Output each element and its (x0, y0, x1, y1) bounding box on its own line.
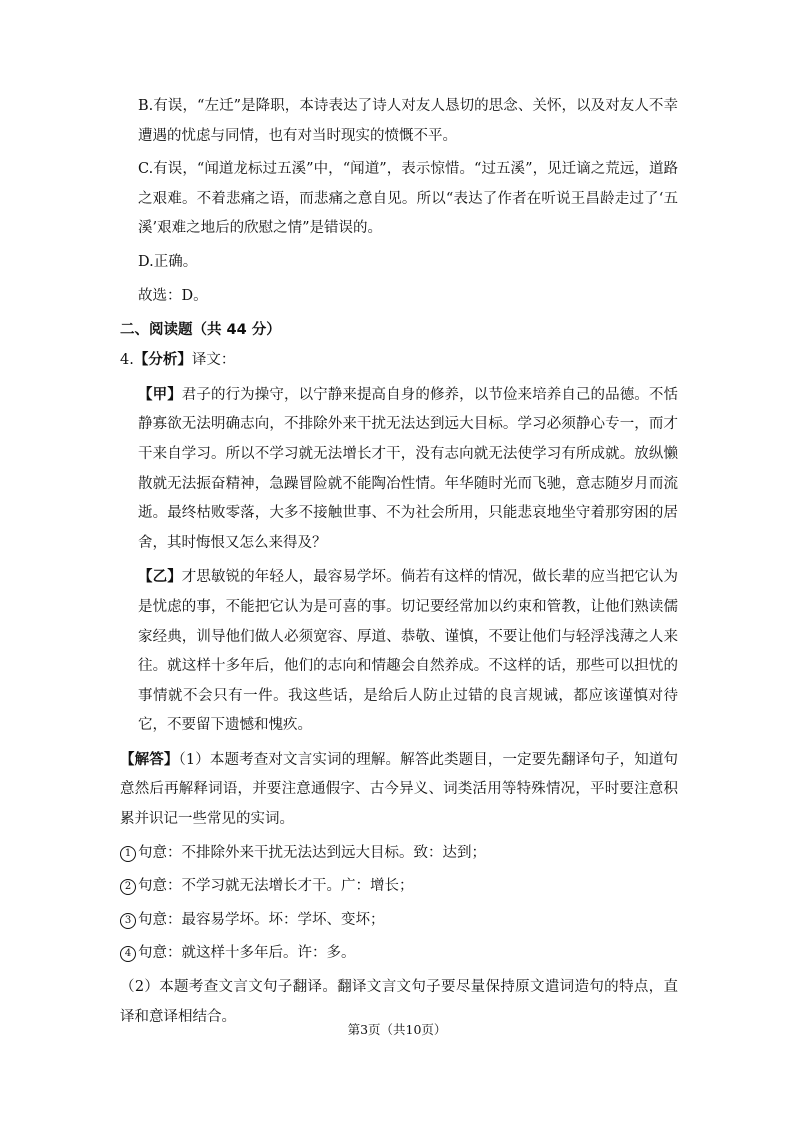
answer-line: 故选：D。 (138, 287, 208, 304)
question-number: 4. (120, 352, 134, 369)
solution-item-2 (120, 872, 678, 902)
solution-item-1 (120, 839, 678, 869)
item-text: 句意：不学习就无法增长才干。广：增长； (138, 878, 414, 895)
circled-number-3: 3 (120, 913, 136, 929)
item-text: 句意：最容易学坏。坏：学坏、变坏； (138, 911, 385, 928)
translation-jia (120, 380, 678, 559)
circled-number-1: 1 (120, 846, 136, 862)
analysis-text: 译文： (191, 352, 236, 369)
jia-label: 【甲】 (138, 385, 182, 403)
solution-label: 【解答】 (120, 750, 179, 768)
item-text: 句意：不排除外来干扰无法达到远大目标。致：达到； (138, 844, 486, 861)
section-heading: 二、阅读题（共 44 分） (120, 322, 281, 339)
option-c-explanation: C.有误，“闻道龙标过五溪”中，“闻道”，表示惊惜。“过五溪”，见迁谪之荒远，道路之艰难。不着悲痛之语，而悲痛之意自见。所以“表达了作者在听说王昌龄走过了‘五溪’艰难之地后的欣慰之情”是错误的。 (138, 161, 678, 237)
solution-item-4 (120, 939, 678, 969)
question-4-header (120, 345, 678, 376)
option-d-explanation: D.正确。 (138, 253, 198, 270)
analysis-label: 【分析】 (133, 351, 192, 369)
solution-item-3 (120, 906, 678, 936)
solution-part-2: （2）本题考查文言文句子翻译。翻译文言文句子要尽量保持原文遣词造句的特点，直译和意译相结合。 (120, 979, 678, 1025)
yi-label: 【乙】 (138, 568, 182, 586)
page-content (120, 92, 678, 1036)
item-text: 句意：就这样十多年后。许：多。 (138, 945, 356, 962)
solution-text: （1）本题考查对文言实词的理解。解答此类题目，一定要先翻译句子，知道句意然后再解释词语，并要注意通假字、古今异义、词类活用等特殊情况，平时要注意积累并识记一些常见的实词。 (120, 751, 678, 828)
translation-yi (120, 562, 678, 741)
jia-text: 君子的行为操守，以宁静来提高自身的修养，以节俭来培养自己的品德。不恬静寡欲无法明确志向，不排除外来干扰无法达到远大目标。学习必须静心专一，而才干来自学习。所以不学习就无法增长才干，没有志向就无法使学习有所成就。放纵懒散就无法振奋精神，急躁冒险就不能陶冶性情。年华随时光而飞驰，意志随岁月而流逝。最终枯败零落，大多不接触世事、不为社会所用，只能悲哀地坐守着那穷困的居舍，其时悔恨又怎么来得及？ (138, 386, 679, 551)
solution-part-1 (120, 745, 678, 835)
circled-number-4: 4 (120, 946, 136, 962)
option-b-explanation: B.有误，“左迁”是降职，本诗表达了诗人对友人恳切的思念、关怀，以及对友人不幸遭遇的忧虑与同情，也有对当时现实的愤慨不平。 (138, 98, 678, 144)
yi-text: 才思敏锐的年轻人，最容易学坏。倘若有这样的情况，做长辈的应当把它认为是忧虑的事，不能把它认为是可喜的事。切记要经常加以约束和管教，让他们熟读儒家经典，训导他们做人必须宽容、厚道、恭敬、谨慎，不要让他们与轻浮浅薄之人来往。就这样十多年后，他们的志向和情趣会自然养成。不这样的话，那些可以担忧的事情就不会只有一件。我这些话，是给后人防止过错的良言规诫，都应该谨慎对待它，不要留下遗憾和愧疚。 (138, 569, 679, 734)
page-footer: 第3页（共10页） (347, 1022, 447, 1037)
circled-number-2: 2 (120, 879, 136, 895)
